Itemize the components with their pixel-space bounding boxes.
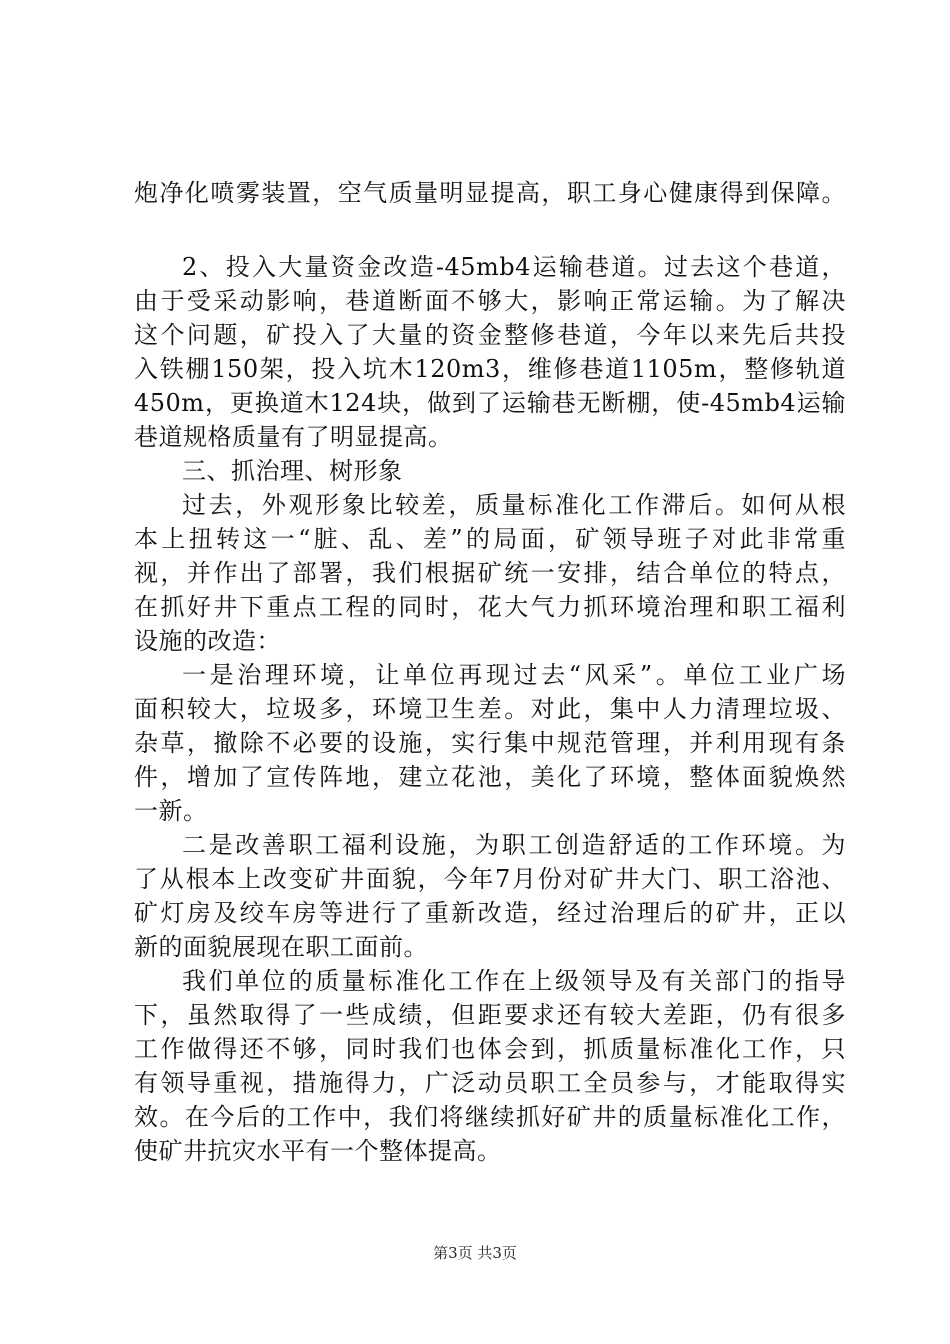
text-line: 下，虽然取得了一些成绩，但距要求还有较大差距，仍有很多 xyxy=(134,1001,846,1029)
text-line: 450m，更换道木124块，做到了运输巷无断棚，使-45mb4运输 xyxy=(134,389,846,417)
text-line: 由于受采动影响，巷道断面不够大，影响正常运输。为了解决 xyxy=(134,287,846,315)
text-line: 使矿井抗灾水平有一个整体提高。 xyxy=(134,1137,502,1165)
text-line: 有领导重视，措施得力，广泛动员职工全员参与，才能取得实 xyxy=(134,1069,846,1097)
text-line: 矿灯房及绞车房等进行了重新改造，经过治理后的矿井，正以 xyxy=(134,899,846,927)
text-line: 杂草，撤除不必要的设施，实行集中规范管理，并利用现有条 xyxy=(134,729,846,757)
text-line: 一新。 xyxy=(134,797,208,825)
text-line: 2、投入大量资金改造-45mb4运输巷道。过去这个巷道， xyxy=(182,253,846,281)
text-line: 过去，外观形象比较差，质量标准化工作滞后。如何从根 xyxy=(182,491,846,519)
document-body xyxy=(134,176,846,1168)
text-line: 这个问题，矿投入了大量的资金整修巷道，今年以来先后共投 xyxy=(134,321,846,349)
text-line: 巷道规格质量有了明显提高。 xyxy=(134,423,453,451)
text-line: 入铁棚150架，投入坑木120m3，维修巷道1105m，整修轨道 xyxy=(134,355,846,383)
text-line: 面积较大，垃圾多，环境卫生差。对此，集中人力清理垃圾、 xyxy=(134,695,846,723)
text-line: 件，增加了宣传阵地，建立花池，美化了环境，整体面貌焕然 xyxy=(134,763,846,791)
text-line: 效。在今后的工作中，我们将继续抓好矿井的质量标准化工作， xyxy=(134,1103,846,1131)
text-line: 一是治理环境，让单位再现过去“风采”。单位工业广场 xyxy=(182,661,846,689)
text-line: 视，并作出了部署，我们根据矿统一安排，结合单位的特点， xyxy=(134,559,846,587)
text-line: 了从根本上改变矿井面貌，今年7月份对矿井大门、职工浴池、 xyxy=(134,865,846,893)
text-line: 在抓好井下重点工程的同时，花大气力抓环境治理和职工福利 xyxy=(134,593,846,621)
text-line: 设施的改造： xyxy=(134,627,281,655)
text-line: 新的面貌展现在职工面前。 xyxy=(134,933,428,961)
text-line: 工作做得还不够，同时我们也体会到，抓质量标准化工作，只 xyxy=(134,1035,846,1063)
paragraph-gap xyxy=(134,210,846,250)
section-heading: 三、抓治理、树形象 xyxy=(182,457,403,485)
page-footer: 第3页 共3页 xyxy=(433,1244,517,1262)
text-line: 二是改善职工福利设施，为职工创造舒适的工作环境。为 xyxy=(182,831,846,859)
text-line: 炮净化喷雾装置，空气质量明显提高，职工身心健康得到保障。 xyxy=(134,179,846,207)
text-line: 本上扭转这一“脏、乱、差”的局面，矿领导班子对此非常重 xyxy=(134,525,846,553)
text-line: 我们单位的质量标准化工作在上级领导及有关部门的指导 xyxy=(182,967,846,995)
